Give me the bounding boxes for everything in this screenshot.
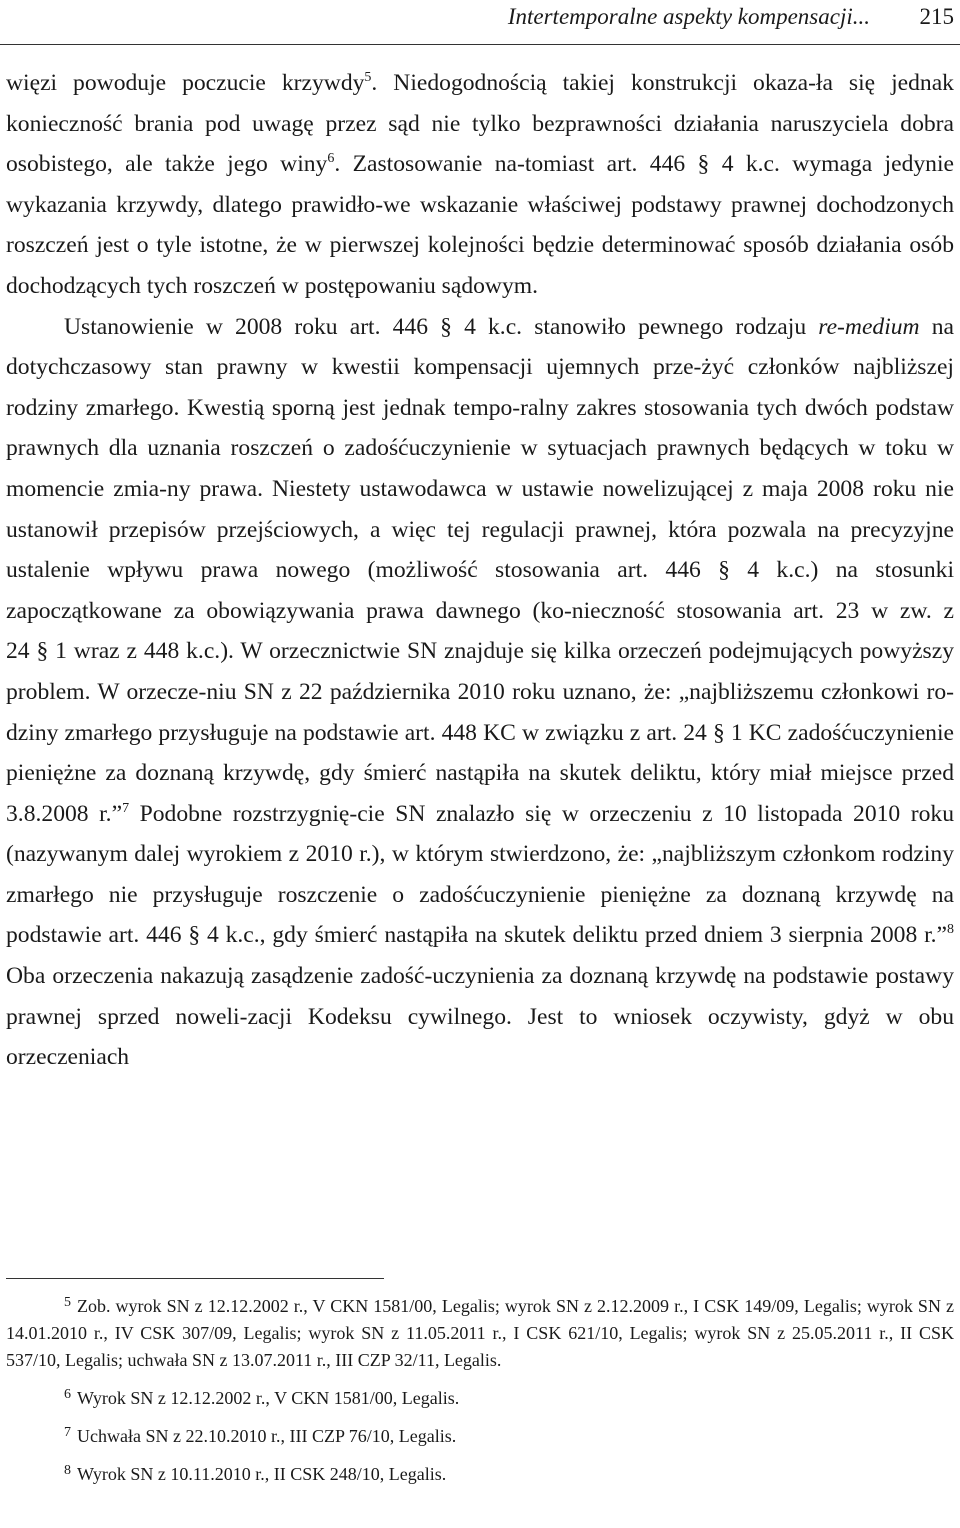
footnote-5: [6, 1293, 954, 1374]
footnotes: [6, 1293, 954, 1488]
paragraph-2-text-a: Ustanowienie w 2008 roku art. 446 § 4 k.c. stanowiło pewnego rodzaju: [64, 313, 819, 340]
footnote-text: Uchwała SN z 22.10.2010 r., III CZP 76/10, Legalis.: [77, 1426, 457, 1446]
footnote-number: 6: [64, 1387, 71, 1402]
footnote-divider: [6, 1278, 384, 1279]
paragraph-1-text-a: więzi powoduje poczucie krzywdy: [6, 70, 365, 96]
running-title: Intertemporalne aspekty kompensacji...: [507, 4, 870, 29]
paragraph-2-text-c: Podobne rozstrzygnię-cie SN znalazło się w orzeczeniu z 10 listopada 2010 roku (nazywanym dalej wyrokiem z 2010 r.), w którym stwierdzono, że: „najbliższym członkom rodziny zmarłego nie przysługuje roszczenie o zadośćuczynienie pieniężne za doznaną krzywdę na podstawie art. 446 § 4 k.c., gdy śmierć nastąpiła na skutek deliktu przed dniem 3 sierpnia 2008 r.”: [6, 800, 955, 949]
footnote-text: Wyrok SN z 10.11.2010 r., II CSK 248/10, Legalis.: [77, 1464, 447, 1484]
paragraph-2-text-b: na dotychczasowy stan prawny w kwestii kompensacji ujemnych prze-żyć członków najbliższej rodziny zmarłego. Kwestią sporną jest jednak tempo-ralny zakres stosowania tych dwóch podstaw prawnych dla uznania roszczeń o zadośćuczynienie w sytuacjach prawnych będących w toku w momencie zmia-ny prawa. Niestety ustawodawca w ustawie nowelizującej z maja 2008 roku nie ustanowił przepisów przejściowych, a więc tej regulacji prawnej, która pozwala na precyzyjne ustalenie wpływu prawa nowego (możliwość stosowania art. 446 § 4 k.c.) na stosunki zapoczątkowane za obowiązywania prawa dawnego (ko-nieczność stosowania art. 23 w zw. z 24 § 1 wraz z 448 k.c.). W orzecznictwie SN znajduje się kilka orzeczeń podejmujących powyższy problem. W orzecze-niu SN z 22 października 2010 roku uznano, że: „najbliższemu członkowi ro-dziny zmarłego przysługuje na podstawie art. 448 KC w związku z art. 24 § 1 KC zadośćuczynienie pieniężne za doznaną krzywdę, gdy śmierć nastąpiła na skutek deliktu, który miał miejsce przed 3.8.2008 r.”: [6, 313, 955, 827]
page-number: 215: [919, 4, 954, 29]
footnote-number: 7: [64, 1425, 71, 1440]
main-text: [6, 63, 954, 1078]
latin-term: re-medium: [818, 313, 920, 340]
page-header: [0, 0, 960, 45]
footnote-ref-7[interactable]: 7: [122, 800, 130, 816]
footnote-7: [6, 1423, 954, 1450]
footnote-ref-6[interactable]: 6: [327, 151, 335, 167]
footnote-number: 5: [64, 1295, 71, 1310]
footnote-ref-5[interactable]: 5: [364, 70, 372, 85]
paragraph-1-text-b: . Niedogodnością takiej konstrukcji okaza-ła się jednak konieczność brania pod uwagę przez sąd nie tylko bezprawności działania naruszyciela dobra osobistego, ale także jego winy: [6, 70, 954, 178]
paragraph-2-text-d: Oba orzeczenia nakazują zasądzenie zadość-uczynienia za doznaną krzywdę na podstawie postawy prawnej sprzed noweli-zacji Kodeksu cywilnego. Jest to wniosek oczywisty, gdyż w obu orzeczeniach: [6, 963, 954, 1071]
footnote-text: Wyrok SN z 12.12.2002 r., V CKN 1581/00, Legalis.: [77, 1388, 460, 1408]
paragraph-2: [6, 307, 954, 1078]
footnote-8: [6, 1461, 954, 1488]
footnote-ref-8[interactable]: 8: [947, 922, 954, 938]
footnote-number: 8: [64, 1463, 71, 1478]
footnote-6: [6, 1385, 954, 1412]
paragraph-1-text-c: . Zastosowanie na-tomiast art. 446 § 4 k.c. wymaga jedynie wykazania krzywdy, dlatego prawidło-we wskazanie właściwej podstawy prawnej dochodzonych roszczeń jest o tyle istotne, że w pierwszej kolejności będzie determinować sposób działania osób dochodzących tych roszczeń w postępowaniu sądowym.: [6, 151, 955, 299]
paragraph-1: [6, 63, 954, 307]
footnote-text: Zob. wyrok SN z 12.12.2002 r., V CKN 1581/00, Legalis; wyrok SN z 2.12.2009 r., I CSK 149/09, Legalis; wyrok SN z 14.01.2010 r., IV CSK 307/09, Legalis; wyrok SN z 11.05.2011 r., I CSK 621/10, Legalis; wyrok SN z 25.05.2011 r., II CSK 537/10, Legalis; uchwała SN z 13.07.2011 r., III CZP 32/11, Legalis.: [6, 1296, 954, 1370]
